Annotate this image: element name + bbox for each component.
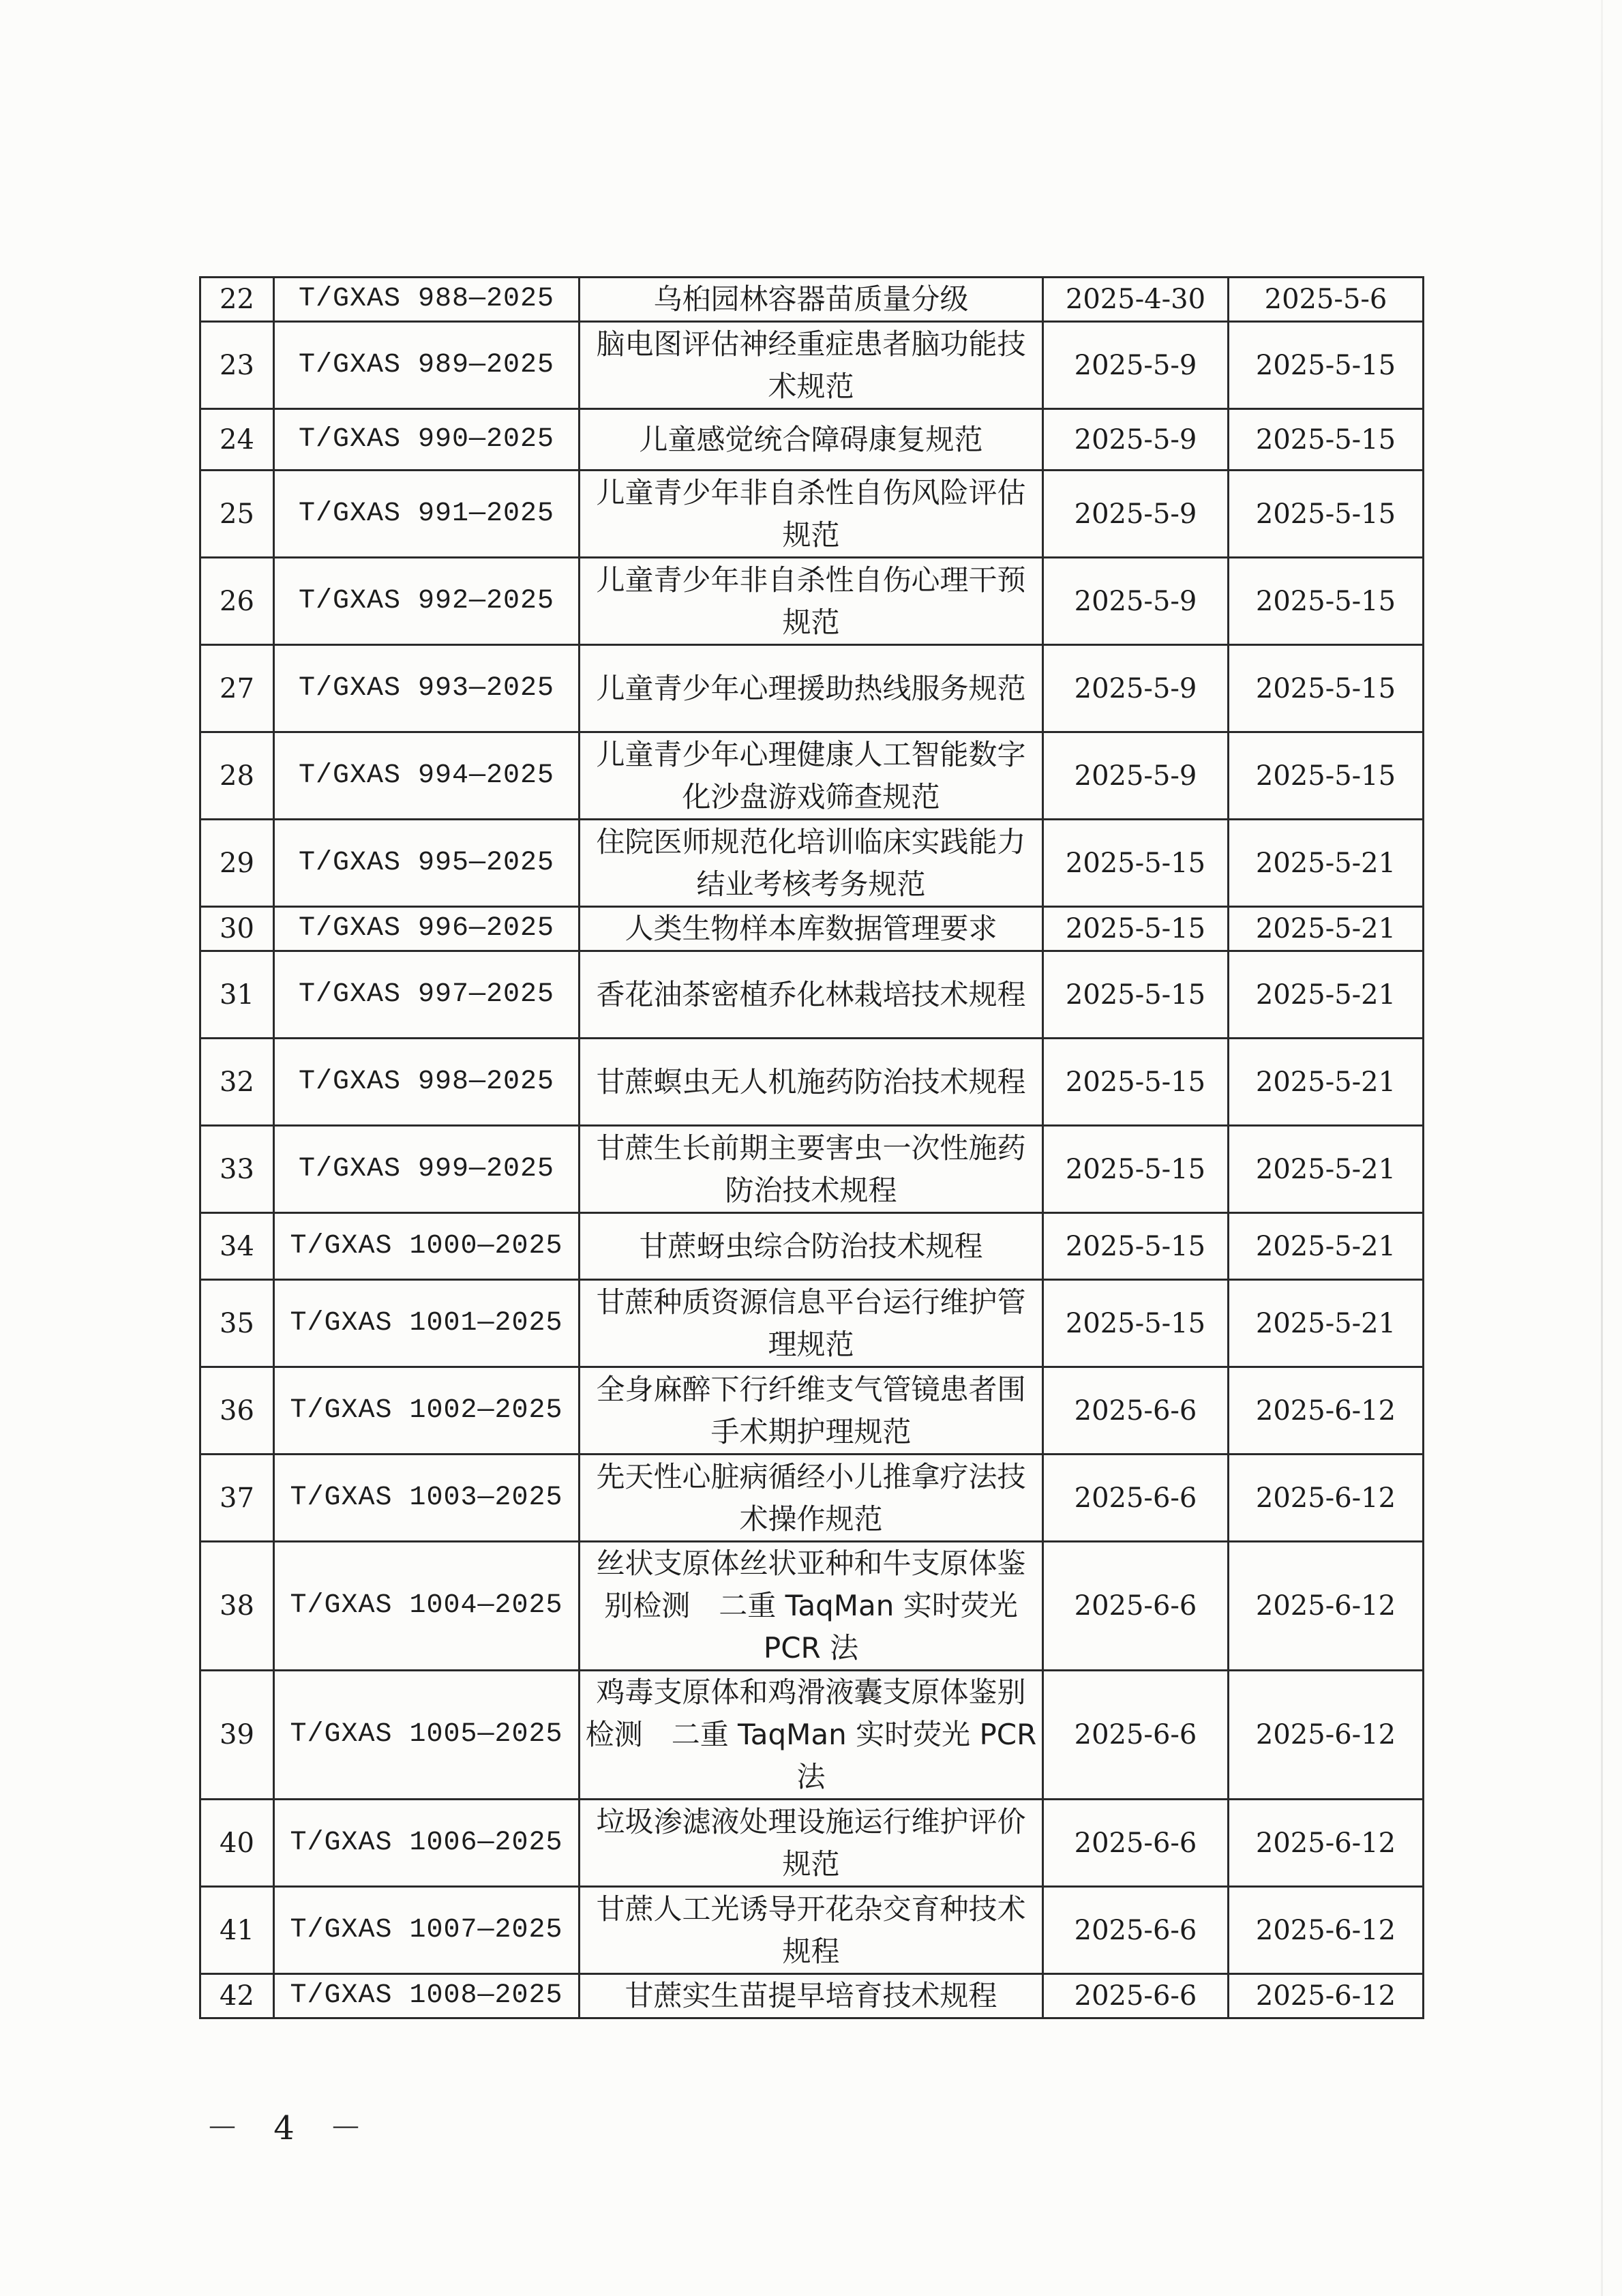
table-row [200,558,1424,645]
row-number: 37 [200,1455,274,1542]
scan-edge-shadow [1601,0,1603,2296]
standard-code: T/GXAS 1005—2025 [274,1671,580,1800]
publish-date: 2025-6-6 [1043,1671,1229,1800]
row-number: 35 [200,1280,274,1367]
row-number: 32 [200,1039,274,1126]
publish-date: 2025-5-9 [1043,322,1229,409]
standard-name: 甘蔗人工光诱导开花杂交育种技术规程 [580,1887,1043,1974]
standards-table [199,276,1424,2019]
table-row [200,1039,1424,1126]
standard-name: 甘蔗螟虫无人机施药防治技术规程 [580,1039,1043,1126]
standard-name: 先天性心脏病循经小儿推拿疗法技术操作规范 [580,1455,1043,1542]
implement-date: 2025-5-15 [1229,732,1424,820]
table-row [200,322,1424,409]
standard-code: T/GXAS 988—2025 [274,278,580,322]
standard-code: T/GXAS 998—2025 [274,1039,580,1126]
table-row [200,1280,1424,1367]
standard-code: T/GXAS 1002—2025 [274,1367,580,1455]
publish-date: 2025-6-6 [1043,1974,1229,2018]
standard-code: T/GXAS 996—2025 [274,907,580,951]
standard-name: 乌桕园林容器苗质量分级 [580,278,1043,322]
implement-date: 2025-6-12 [1229,1974,1424,2018]
table-row [200,645,1424,732]
publish-date: 2025-6-6 [1043,1455,1229,1542]
implement-date: 2025-5-21 [1229,1280,1424,1367]
table-row [200,820,1424,907]
publish-date: 2025-6-6 [1043,1887,1229,1974]
standard-code: T/GXAS 1001—2025 [274,1280,580,1367]
standard-name: 儿童青少年心理健康人工智能数字化沙盘游戏筛查规范 [580,732,1043,820]
standard-name: 全身麻醉下行纤维支气管镜患者围手术期护理规范 [580,1367,1043,1455]
row-number: 22 [200,278,274,322]
publish-date: 2025-6-6 [1043,1542,1229,1671]
table-row [200,1455,1424,1542]
standard-code: T/GXAS 1006—2025 [274,1800,580,1887]
publish-date: 2025-6-6 [1043,1800,1229,1887]
row-number: 30 [200,907,274,951]
standard-name: 儿童青少年非自杀性自伤风险评估规范 [580,471,1043,558]
row-number: 25 [200,471,274,558]
row-number: 26 [200,558,274,645]
standard-name: 儿童青少年心理援助热线服务规范 [580,645,1043,732]
standard-name: 儿童青少年非自杀性自伤心理干预规范 [580,558,1043,645]
table-row [200,1671,1424,1800]
standard-code: T/GXAS 1008—2025 [274,1974,580,2018]
implement-date: 2025-5-15 [1229,471,1424,558]
implement-date: 2025-6-12 [1229,1671,1424,1800]
publish-date: 2025-5-9 [1043,645,1229,732]
implement-date: 2025-5-21 [1229,1039,1424,1126]
row-number: 23 [200,322,274,409]
table-row [200,1126,1424,1213]
row-number: 34 [200,1213,274,1280]
standard-name: 脑电图评估神经重症患者脑功能技术规范 [580,322,1043,409]
implement-date: 2025-5-15 [1229,409,1424,471]
standard-name: 儿童感觉统合障碍康复规范 [580,409,1043,471]
standard-code: T/GXAS 1000—2025 [274,1213,580,1280]
row-number: 28 [200,732,274,820]
standard-code: T/GXAS 989—2025 [274,322,580,409]
table-row [200,1213,1424,1280]
row-number: 29 [200,820,274,907]
table-row [200,1800,1424,1887]
table-row [200,907,1424,951]
standard-name: 甘蔗蚜虫综合防治技术规程 [580,1213,1043,1280]
row-number: 27 [200,645,274,732]
publish-date: 2025-5-9 [1043,471,1229,558]
standard-code: T/GXAS 995—2025 [274,820,580,907]
implement-date: 2025-6-12 [1229,1455,1424,1542]
standard-code: T/GXAS 997—2025 [274,951,580,1039]
implement-date: 2025-5-15 [1229,645,1424,732]
table-row [200,1367,1424,1455]
standard-code: T/GXAS 1007—2025 [274,1887,580,1974]
table-row [200,1542,1424,1671]
implement-date: 2025-5-15 [1229,322,1424,409]
table-row [200,1887,1424,1974]
implement-date: 2025-6-12 [1229,1367,1424,1455]
standard-name: 住院医师规范化培训临床实践能力结业考核考务规范 [580,820,1043,907]
standard-code: T/GXAS 999—2025 [274,1126,580,1213]
row-number: 36 [200,1367,274,1455]
publish-date: 2025-5-9 [1043,409,1229,471]
standard-name: 丝状支原体丝状亚种和牛支原体鉴别检测 二重 TaqMan 实时荧光 PCR 法 [580,1542,1043,1671]
row-number: 38 [200,1542,274,1671]
implement-date: 2025-5-21 [1229,907,1424,951]
publish-date: 2025-4-30 [1043,278,1229,322]
row-number: 41 [200,1887,274,1974]
row-number: 33 [200,1126,274,1213]
standard-name: 人类生物样本库数据管理要求 [580,907,1043,951]
table-row [200,471,1424,558]
standard-code: T/GXAS 1004—2025 [274,1542,580,1671]
publish-date: 2025-5-15 [1043,1213,1229,1280]
implement-date: 2025-5-21 [1229,951,1424,1039]
table-row [200,278,1424,322]
standard-code: T/GXAS 990—2025 [274,409,580,471]
row-number: 40 [200,1800,274,1887]
publish-date: 2025-5-15 [1043,820,1229,907]
row-number: 24 [200,409,274,471]
standard-name: 甘蔗种质资源信息平台运行维护管理规范 [580,1280,1043,1367]
standard-code: T/GXAS 993—2025 [274,645,580,732]
publish-date: 2025-5-15 [1043,907,1229,951]
table-row [200,732,1424,820]
standard-code: T/GXAS 994—2025 [274,732,580,820]
implement-date: 2025-6-12 [1229,1800,1424,1887]
standards-table-body [200,278,1424,2018]
publish-date: 2025-5-9 [1043,732,1229,820]
implement-date: 2025-5-6 [1229,278,1424,322]
table-row [200,951,1424,1039]
implement-date: 2025-6-12 [1229,1887,1424,1974]
table-row [200,1974,1424,2018]
implement-date: 2025-5-21 [1229,1126,1424,1213]
publish-date: 2025-5-9 [1043,558,1229,645]
row-number: 42 [200,1974,274,2018]
publish-date: 2025-5-15 [1043,1280,1229,1367]
publish-date: 2025-5-15 [1043,1039,1229,1126]
table-row [200,409,1424,471]
standard-name: 鸡毒支原体和鸡滑液囊支原体鉴别检测 二重 TaqMan 实时荧光 PCR 法 [580,1671,1043,1800]
publish-date: 2025-5-15 [1043,1126,1229,1213]
standard-code: T/GXAS 1003—2025 [274,1455,580,1542]
standard-code: T/GXAS 992—2025 [274,558,580,645]
implement-date: 2025-5-21 [1229,820,1424,907]
standard-name: 甘蔗实生苗提早培育技术规程 [580,1974,1043,2018]
publish-date: 2025-5-15 [1043,951,1229,1039]
implement-date: 2025-5-15 [1229,558,1424,645]
implement-date: 2025-6-12 [1229,1542,1424,1671]
row-number: 31 [200,951,274,1039]
publish-date: 2025-6-6 [1043,1367,1229,1455]
row-number: 39 [200,1671,274,1800]
standard-code: T/GXAS 991—2025 [274,471,580,558]
implement-date: 2025-5-21 [1229,1213,1424,1280]
page-number: － 4 － [206,2109,375,2147]
standard-name: 垃圾渗滤液处理设施运行维护评价规范 [580,1800,1043,1887]
standard-name: 甘蔗生长前期主要害虫一次性施药防治技术规程 [580,1126,1043,1213]
standard-name: 香花油茶密植乔化林栽培技术规程 [580,951,1043,1039]
